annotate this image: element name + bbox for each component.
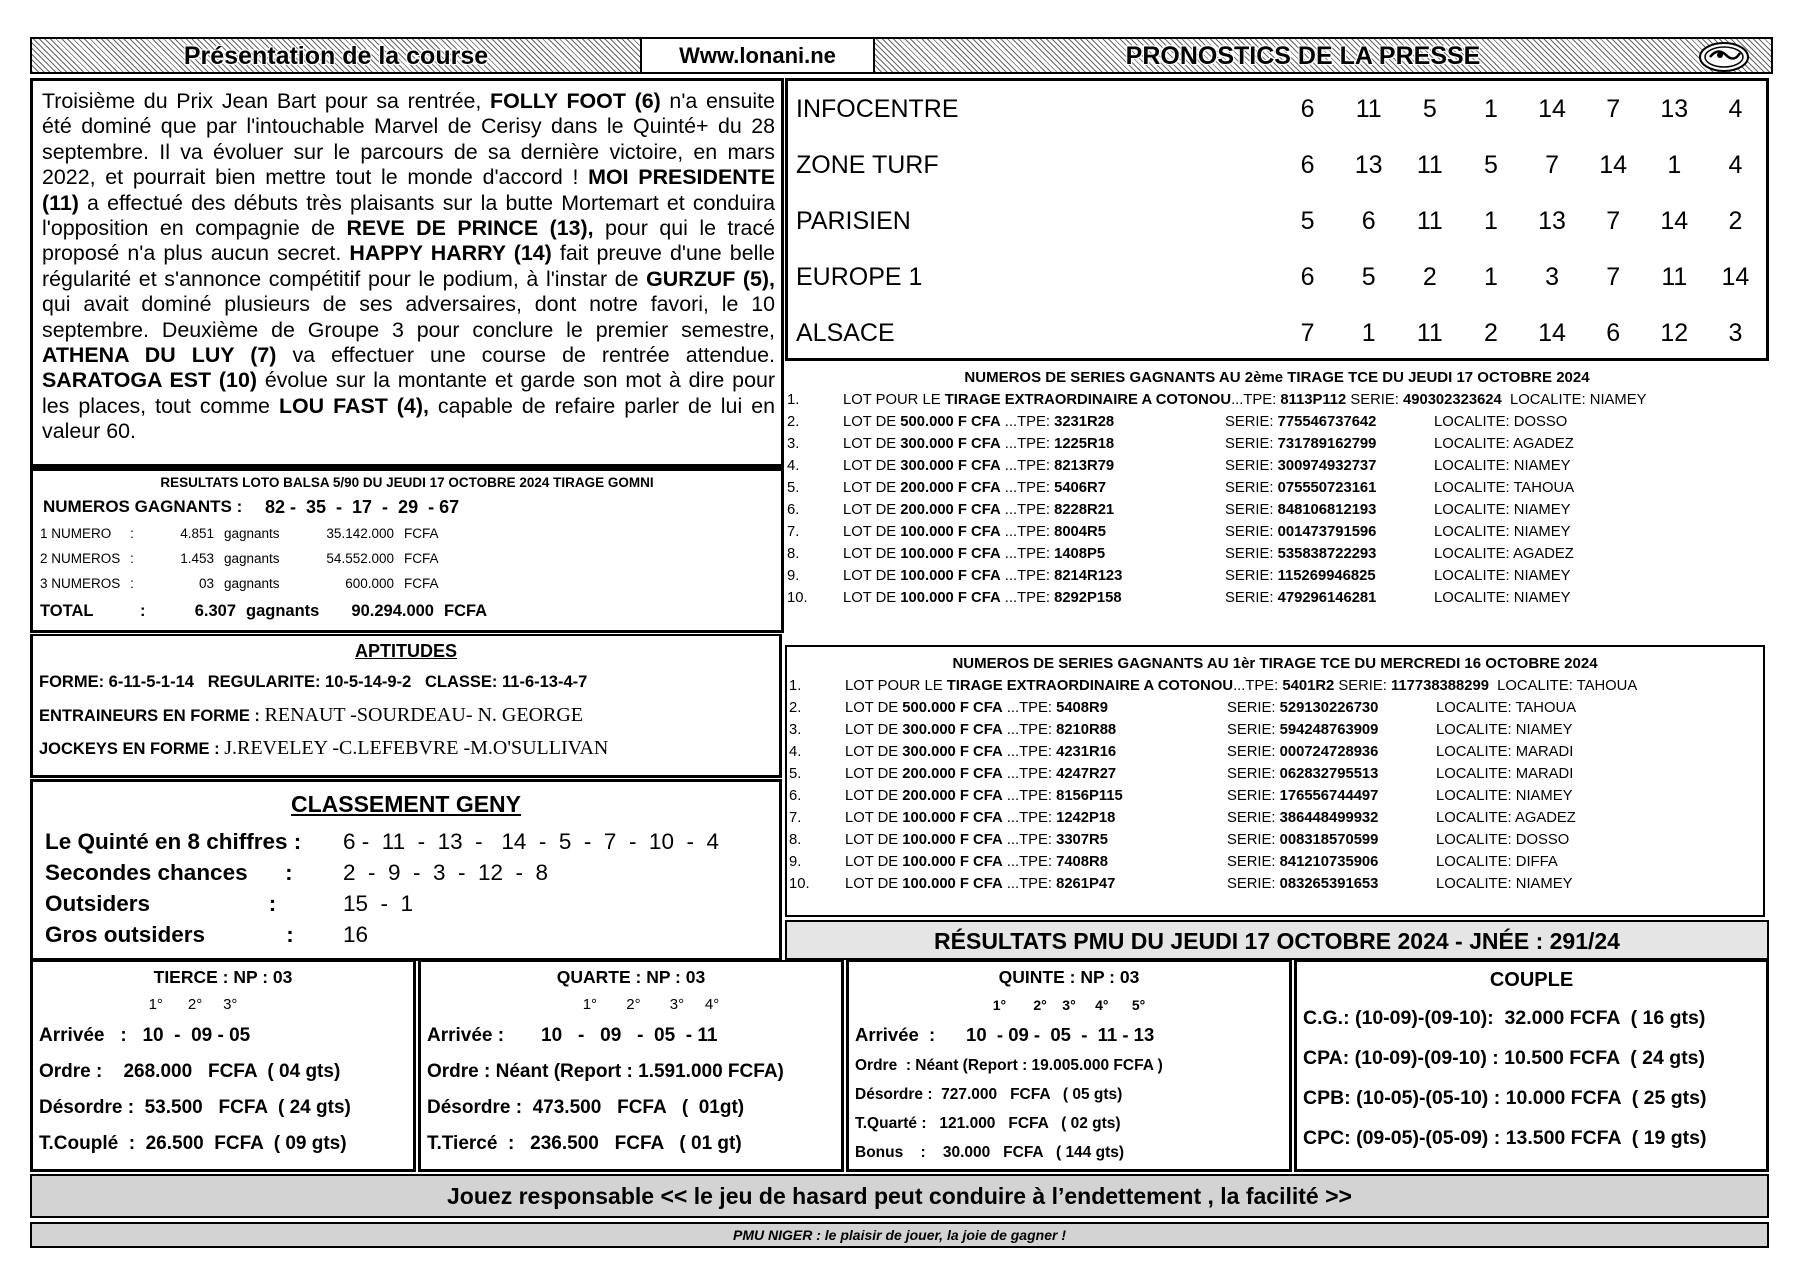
loto-count: 1.453 [180, 551, 214, 566]
pronostic-number: 14 [1660, 206, 1689, 235]
series-row [787, 785, 1763, 807]
series-2-box [785, 365, 1769, 625]
row-lot: LOT DE 300.000 F CFA ...TPE: 4231R16 [845, 744, 1117, 760]
quarte-desordre: Désordre : 473.500 FCFA ( 01gt) [427, 1097, 745, 1118]
pronostic-number: 6 [1300, 94, 1315, 123]
geny-value: 15 - 1 [343, 891, 414, 916]
couple-title: COUPLE [1489, 969, 1574, 991]
loto-amount: 35.142.000 [326, 526, 394, 541]
presentation-text: Troisième du Prix Jean Bart pour sa rentrée, FOLLY FOOT (6) n'a ensuite été dominé que par l'intouchable Marvel de Cerisy dans le Quinté+ du 28 septembre. Il va évoluer sur le parcours de sa dernière victoire, en mars 2022, et pourrait bien mettre tout le monde d'accord ! MOI PRESIDENTE (11) a effectué des débuts très plaisants sur la butte Mortemart et conduira l'opposition en compagnie de REVE DE PRINCE (13), pour qui le tracé proposé n'a plus aucun secret. HAPPY HARRY (14) fait preuve d'une belle régularité et s'annonce compétitif pour le podium, à l'instar de GURZUF (5), qui avait dominé plusieurs de ses adversaires, dont notre favori, le 10 septembre. Deuxième de Groupe 3 pour conclure le premier semestre, ATHENA DU LUY (7) va effectuer une course de rentrée attendue. SARATOGA EST (10) évolue sur la montante et garde son mot à dire pour les places, tout comme LOU FAST (4), capable de refaire parler de lui en valeur 60. [42, 89, 775, 444]
pronostic-number: 14 [1538, 318, 1566, 347]
geny-row [33, 857, 779, 888]
pronostic-number: 1 [1483, 262, 1498, 291]
pronostic-number: 13 [1538, 206, 1566, 235]
row-serie: SERIE: 075550723161 [1225, 480, 1377, 496]
geny-label: Gros outsiders : [45, 922, 294, 947]
quinte-box [846, 960, 1292, 1172]
series-row [785, 455, 1769, 477]
loto-sep: : [130, 576, 134, 591]
row-number: 10. [789, 876, 810, 892]
pronostic-number: 1 [1483, 206, 1498, 235]
pronostic-row [788, 305, 1766, 361]
lonani-logo [1696, 37, 1752, 74]
pronostic-number: 11 [1661, 262, 1688, 291]
quinte-desordre: Désordre : 727.000 FCFA ( 05 gts) [855, 1086, 1123, 1103]
quinte-tquarte: T.Quarté : 121.000 FCFA ( 02 gts) [855, 1115, 1121, 1132]
loto-sep: : [130, 551, 134, 566]
quinte-places: 1° 2° 3° 4° 5° [992, 997, 1146, 1013]
row-serie: SERIE: 000724728936 [1227, 744, 1379, 760]
pronostic-number: 11 [1416, 206, 1443, 235]
quarte-box [418, 960, 844, 1172]
header-left-bar [30, 37, 642, 74]
pronostic-number: 2 [1422, 262, 1437, 291]
row-serie: SERIE: 841210735906 [1227, 854, 1379, 870]
series-row [785, 389, 1769, 411]
pronostic-row [788, 193, 1766, 249]
loto-count: 03 [198, 576, 214, 591]
row-serie: SERIE: 001473791596 [1225, 524, 1377, 540]
quinte-bonus: Bonus : 30.000 FCFA ( 144 gts) [855, 1144, 1125, 1161]
series-1-title: NUMEROS DE SERIES GAGNANTS AU 1èr TIRAGE TCE DU MERCREDI 16 OCTOBRE 2024 [952, 655, 1598, 672]
row-localite: LOCALITE: NIAMEY [1434, 568, 1571, 584]
loto-cur: FCFA [404, 551, 439, 566]
pronostic-number: 11 [1416, 150, 1443, 179]
tierce-tcouple: T.Couplé : 26.500 FCFA ( 09 gts) [39, 1133, 347, 1154]
trainers-value: RENAUT -SOURDEAU- N. GEORGE [264, 704, 584, 726]
loto-count: 4.851 [180, 526, 214, 541]
couple-cpa: CPA: (10-09)-(09-10) : 10.500 FCFA ( 24 gts) [1303, 1047, 1706, 1069]
series-row [787, 873, 1763, 895]
geny-value: 6 - 11 - 13 - 14 - 5 - 7 - 10 - 4 [343, 829, 719, 854]
geny-row [33, 919, 779, 950]
loto-row [33, 521, 781, 546]
tierce-title: TIERCE : NP : 03 [153, 967, 293, 987]
row-serie: SERIE: 008318570599 [1227, 832, 1379, 848]
tierce-desordre: Désordre : 53.500 FCFA ( 24 gts) [39, 1097, 351, 1118]
row-lot: LOT DE 300.000 F CFA ...TPE: 1225R18 [843, 436, 1115, 452]
pronostic-number: 6 [1361, 206, 1376, 235]
row-number: 2. [789, 700, 802, 716]
pronostic-row [788, 81, 1766, 137]
row-number: 1. [787, 392, 800, 408]
row-number: 9. [789, 854, 802, 870]
loto-g: gagnants [224, 526, 280, 541]
row-serie: SERIE: 083265391653 [1227, 876, 1379, 892]
pronostic-number: 5 [1422, 94, 1437, 123]
quinte-title: QUINTE : NP : 03 [998, 967, 1140, 987]
pronostic-number: 4 [1728, 94, 1743, 123]
row-number: 2. [787, 414, 800, 430]
row-number: 5. [789, 766, 802, 782]
pronostic-source: ALSACE [796, 318, 895, 347]
loto-label: 1 NUMERO [40, 526, 112, 541]
quarte-ttierce: T.Tiercé : 236.500 FCFA ( 01 gt) [427, 1133, 742, 1154]
row-serie: SERIE: 300974932737 [1225, 458, 1377, 474]
aptitudes-title: APTITUDES [354, 641, 457, 661]
row-number: 6. [789, 788, 802, 804]
loto-cur: FCFA [404, 526, 439, 541]
pronostic-source: EUROPE 1 [796, 262, 923, 291]
pronostic-number: 5 [1483, 150, 1498, 179]
row-number: 8. [787, 546, 800, 562]
loto-row [33, 571, 781, 596]
series-1-box [785, 645, 1765, 917]
loto-box [30, 469, 784, 633]
presentation-title: Présentation de la course [183, 42, 489, 70]
geny-title: CLASSEMENT GENY [290, 791, 522, 817]
pronostic-number: 2 [1728, 206, 1743, 235]
geny-row [33, 826, 779, 857]
pronostic-number: 14 [1538, 94, 1566, 123]
row-localite: LOCALITE: AGADEZ [1434, 546, 1574, 562]
series-row [787, 829, 1763, 851]
pronostic-row [788, 137, 1766, 193]
pronostic-number: 6 [1606, 318, 1621, 347]
row-lot: LOT DE 200.000 F CFA ...TPE: 8156P115 [845, 788, 1123, 804]
row-localite: LOCALITE: NIAMEY [1436, 722, 1573, 738]
pronostic-number: 3 [1728, 318, 1743, 347]
loto-g: gagnants [246, 601, 320, 620]
pronostic-number: 3 [1545, 262, 1560, 291]
loto-g: gagnants [224, 576, 280, 591]
loto-label: 2 NUMEROS [40, 551, 121, 566]
geny-value: 2 - 9 - 3 - 12 - 8 [343, 860, 549, 885]
loto-label: TOTAL [40, 601, 94, 620]
website-link[interactable]: Www.lonani.ne [640, 37, 875, 74]
row-lot: LOT DE 300.000 F CFA ...TPE: 8213R79 [843, 458, 1115, 474]
row-localite: LOCALITE: DOSSO [1434, 414, 1568, 430]
jockeys-line [33, 732, 779, 765]
couple-cpb: CPB: (10-05)-(05-10) : 10.000 FCFA ( 25 gts) [1303, 1087, 1707, 1109]
loto-count: 6.307 [194, 601, 236, 620]
row-number: 5. [787, 480, 800, 496]
row-lot: LOT DE 300.000 F CFA ...TPE: 8210R88 [845, 722, 1117, 738]
row-lot-extra: LOT POUR LE TIRAGE EXTRAORDINAIRE A COTONOU...TPE: 8113P112 SERIE: 490302323624 LOCALITE: NIAMEY [843, 392, 1647, 408]
jockeys-label: JOCKEYS EN FORME : [39, 740, 225, 758]
row-serie: SERIE: 594248763909 [1227, 722, 1379, 738]
pronostic-number: 1 [1361, 318, 1376, 347]
pronostic-number: 14 [1599, 150, 1628, 179]
row-lot: LOT DE 100.000 F CFA ...TPE: 1242P18 [845, 810, 1116, 826]
series-row [787, 851, 1763, 873]
row-localite: LOCALITE: DIFFA [1436, 854, 1558, 870]
aptitudes-forme-line: FORME: 6-11-5-1-14 REGULARITE: 10-5-14-9-2 CLASSE: 11-6-13-4-7 [39, 673, 588, 691]
row-localite: LOCALITE: MARADI [1436, 766, 1574, 782]
geny-row [33, 888, 779, 919]
row-localite: LOCALITE: NIAMEY [1434, 590, 1571, 606]
quarte-title: QUARTE : NP : 03 [556, 967, 706, 987]
row-number: 9. [787, 568, 800, 584]
loto-cur: FCFA [404, 576, 439, 591]
row-lot: LOT DE 100.000 F CFA ...TPE: 3307R5 [845, 832, 1108, 848]
pronostic-number: 11 [1355, 94, 1382, 123]
row-localite: LOCALITE: TAHOUA [1434, 480, 1575, 496]
footer-tagline: PMU NIGER : le plaisir de jouer, la joie de gagner ! [30, 1222, 1769, 1248]
row-lot: LOT DE 100.000 F CFA ...TPE: 7408R8 [845, 854, 1108, 870]
pronostic-number: 1 [1667, 150, 1682, 179]
loto-cur: FCFA [444, 601, 488, 620]
loto-title: RESULTATS LOTO BALSA 5/90 DU JEUDI 17 OCTOBRE 2024 TIRAGE GOMNI [160, 475, 654, 490]
tierce-places: 1° 2° 3° [148, 996, 238, 1013]
pronostic-number: 14 [1721, 262, 1750, 291]
series-row [787, 807, 1763, 829]
quinte-ordre: Ordre : Néant (Report : 19.005.000 FCFA ) [855, 1057, 1163, 1074]
geny-label: Outsiders : [45, 891, 277, 916]
series-row [787, 675, 1763, 697]
pronostic-number: 2 [1483, 318, 1498, 347]
row-serie: SERIE: 535838722293 [1225, 546, 1377, 562]
header-right-bar [873, 37, 1773, 74]
series-row [785, 587, 1769, 609]
pronostic-number: 4 [1728, 150, 1743, 179]
row-localite: LOCALITE: AGADEZ [1434, 436, 1574, 452]
row-lot: LOT DE 100.000 F CFA ...TPE: 8214R123 [843, 568, 1123, 584]
row-localite: LOCALITE: MARADI [1436, 744, 1574, 760]
series-row [785, 433, 1769, 455]
row-number: 10. [787, 590, 808, 606]
aptitudes-box [30, 634, 782, 778]
pronostic-number: 6 [1300, 150, 1315, 179]
pronostic-number: 13 [1354, 150, 1383, 179]
row-number: 4. [787, 458, 800, 474]
loto-sep: : [140, 601, 146, 620]
pronostics-table [788, 81, 1766, 361]
tierce-ordre: Ordre : 268.000 FCFA ( 04 gts) [39, 1061, 341, 1082]
couple-cg: C.G.: (10-09)-(09-10): 32.000 FCFA ( 16 gts) [1303, 1007, 1706, 1029]
pronostics-table-box [785, 78, 1769, 361]
pronostic-number: 7 [1606, 94, 1621, 123]
row-serie: SERIE: 479296146281 [1225, 590, 1377, 606]
row-localite: LOCALITE: AGADEZ [1436, 810, 1576, 826]
loto-winning-numbers: 82 - 35 - 17 - 29 - 67 [265, 496, 460, 517]
quarte-ordre: Ordre : Néant (Report : 1.591.000 FCFA) [427, 1061, 784, 1082]
series-row [787, 763, 1763, 785]
pronostic-number: 13 [1660, 94, 1689, 123]
row-lot: LOT DE 100.000 F CFA ...TPE: 8004R5 [843, 524, 1106, 540]
loto-winning-label: NUMEROS GAGNANTS : [43, 497, 243, 516]
row-number: 3. [787, 436, 800, 452]
series-row [787, 719, 1763, 741]
series-row [785, 499, 1769, 521]
row-number: 7. [789, 810, 802, 826]
row-lot: LOT DE 100.000 F CFA ...TPE: 1408P5 [843, 546, 1106, 562]
series-row [787, 697, 1763, 719]
row-lot: LOT DE 200.000 F CFA ...TPE: 5406R7 [843, 480, 1106, 496]
pronostics-title: PRONOSTICS DE LA PRESSE [1125, 42, 1481, 70]
presentation-box [30, 78, 784, 469]
pronostic-number: 7 [1545, 150, 1560, 179]
row-lot: LOT DE 200.000 F CFA ...TPE: 8228R21 [843, 502, 1115, 518]
loto-sep: : [130, 526, 134, 541]
loto-winning-row [33, 493, 781, 521]
pronostic-number: 1 [1483, 94, 1498, 123]
row-number: 4. [789, 744, 802, 760]
geny-box [30, 779, 782, 961]
loto-row [33, 546, 781, 571]
loto-amount: 90.294.000 [351, 601, 434, 620]
series-row [785, 565, 1769, 587]
row-serie: SERIE: 848106812193 [1225, 502, 1377, 518]
responsible-gaming-banner: Jouez responsable << le jeu de hasard peut conduire à l’endettement , la facilité >> [30, 1174, 1769, 1218]
row-lot: LOT DE 100.000 F CFA ...TPE: 8292P158 [843, 590, 1122, 606]
series-row [785, 543, 1769, 565]
pronostic-number: 11 [1416, 318, 1443, 347]
pronostic-number: 5 [1361, 262, 1376, 291]
tierce-box [30, 960, 416, 1172]
row-number: 3. [789, 722, 802, 738]
loto-amount: 600.000 [345, 576, 394, 591]
row-lot: LOT DE 200.000 F CFA ...TPE: 4247R27 [845, 766, 1117, 782]
row-serie: SERIE: 176556744497 [1227, 788, 1379, 804]
pronostic-number: 5 [1300, 206, 1315, 235]
loto-g: gagnants [224, 551, 280, 566]
row-localite: LOCALITE: NIAMEY [1434, 524, 1571, 540]
couple-cpc: CPC: (09-05)-(05-09) : 13.500 FCFA ( 19 gts) [1303, 1127, 1707, 1149]
row-lot: LOT DE 100.000 F CFA ...TPE: 8261P47 [845, 876, 1116, 892]
jockeys-value: J.REVELEY -C.LEFEBVRE -M.O'SULLIVAN [224, 737, 609, 759]
trainers-line [33, 699, 779, 732]
row-serie: SERIE: 731789162799 [1225, 436, 1377, 452]
row-number: 8. [789, 832, 802, 848]
row-serie: SERIE: 775546737642 [1225, 414, 1377, 430]
row-serie: SERIE: 115269946825 [1225, 568, 1376, 584]
pronostic-number: 12 [1660, 318, 1689, 347]
quinte-arrivee: Arrivée : 10 - 09 - 05 - 11 - 13 [855, 1024, 1155, 1045]
row-localite: LOCALITE: DOSSO [1436, 832, 1570, 848]
geny-value: 16 [343, 922, 369, 947]
pronostic-number: 7 [1300, 318, 1315, 347]
couple-box [1294, 960, 1769, 1172]
geny-label: Le Quinté en 8 chiffres : [45, 829, 302, 854]
row-serie: SERIE: 386448499932 [1227, 810, 1379, 826]
pronostic-source: INFOCENTRE [796, 94, 959, 123]
row-serie: SERIE: 529130226730 [1227, 700, 1379, 716]
pronostic-row [788, 249, 1766, 305]
pronostic-number: 6 [1300, 262, 1315, 291]
row-lot: LOT DE 500.000 F CFA ...TPE: 3231R28 [843, 414, 1115, 430]
row-serie: SERIE: 062832795513 [1227, 766, 1379, 782]
pronostic-source: ZONE TURF [796, 150, 939, 179]
loto-total-row [33, 596, 781, 626]
row-lot-extra: LOT POUR LE TIRAGE EXTRAORDINAIRE A COTONOU...TPE: 5401R2 SERIE: 117738388299 LOCALITE: TAHOUA [845, 678, 1638, 694]
row-localite: LOCALITE: NIAMEY [1436, 788, 1573, 804]
series-row [787, 741, 1763, 763]
quarte-arrivee: Arrivée : 10 - 09 - 05 - 11 [427, 1025, 718, 1046]
row-lot: LOT DE 500.000 F CFA ...TPE: 5408R9 [845, 700, 1108, 716]
row-number: 1. [789, 678, 802, 694]
pmu-results-title: RÉSULTATS PMU DU JEUDI 17 OCTOBRE 2024 - JNÉE : 291/24 [785, 920, 1769, 960]
pronostic-number: 7 [1606, 206, 1621, 235]
row-localite: LOCALITE: NIAMEY [1436, 876, 1573, 892]
pronostic-source: PARISIEN [796, 206, 911, 235]
series-row [785, 477, 1769, 499]
quarte-places: 1° 2° 3° 4° [582, 996, 720, 1013]
loto-label: 3 NUMEROS [40, 576, 121, 591]
pronostic-number: 7 [1606, 262, 1621, 291]
series-row [785, 521, 1769, 543]
tierce-arrivee: Arrivée : 10 - 09 - 05 [39, 1025, 251, 1046]
row-localite: LOCALITE: NIAMEY [1434, 458, 1571, 474]
series-2-title: NUMEROS DE SERIES GAGNANTS AU 2ème TIRAGE TCE DU JEUDI 17 OCTOBRE 2024 [964, 369, 1590, 386]
row-localite: LOCALITE: TAHOUA [1436, 700, 1577, 716]
geny-label: Secondes chances : [45, 860, 293, 885]
loto-amount: 54.552.000 [326, 551, 394, 566]
row-localite: LOCALITE: NIAMEY [1434, 502, 1571, 518]
series-row [785, 411, 1769, 433]
row-number: 6. [787, 502, 800, 518]
trainers-label: ENTRAINEURS EN FORME : [39, 707, 265, 725]
row-number: 7. [787, 524, 800, 540]
